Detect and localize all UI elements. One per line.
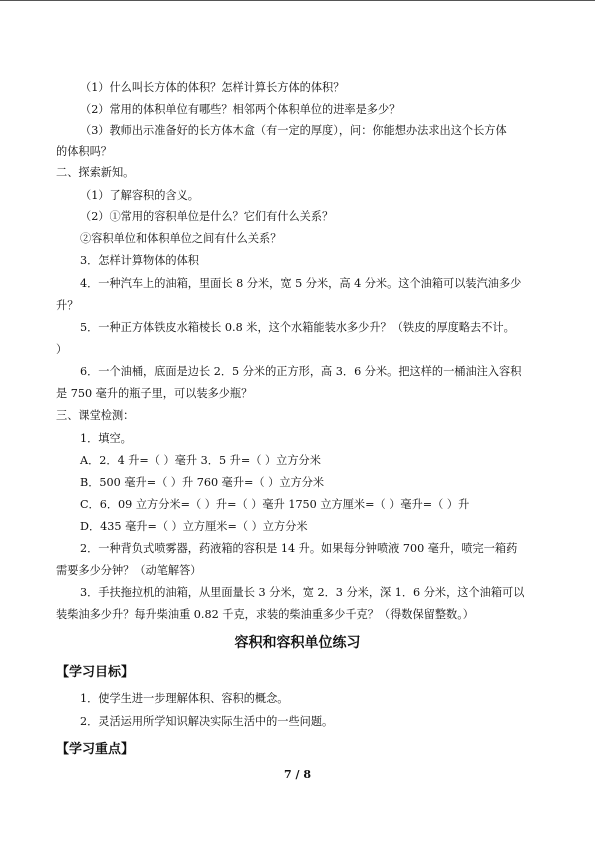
heading-learning-key-points: 【学习重点】 <box>56 742 135 757</box>
section-heading: 二、探索新知。 <box>56 166 135 179</box>
text-line: （1）了解容积的含义。 <box>80 189 199 202</box>
text-line: （2）①常用的容积单位是什么？它们有什么关系？ <box>80 210 334 223</box>
text-line: 4．一种汽车上的油箱，里面长 8 分米，宽 5 分米，高 4 分米。这个油箱可以装汽油多少 <box>80 277 522 290</box>
top-border-line <box>0 0 595 1</box>
text-line: 升？ <box>56 299 79 312</box>
text-line: 5．一种正方体铁皮水箱棱长 0.8 米，这个水箱能装水多少升？（铁皮的厚度略去不计。 <box>80 321 515 334</box>
text-line: 需要多少分钟？（动笔解答） <box>56 564 202 577</box>
text-line: （1）什么叫长方体的体积？怎样计算长方体的体积？ <box>80 81 345 94</box>
section-heading: 三、课堂检测： <box>56 409 135 422</box>
page-number: 7 / 8 <box>284 768 311 781</box>
heading-learning-goals: 【学习目标】 <box>56 665 135 680</box>
text-line: 3．怎样计算物体的体积 <box>80 254 199 267</box>
text-line: 的体积吗？ <box>56 145 112 158</box>
text-line: 1．填空。 <box>80 432 132 445</box>
text-line: （2）常用的体积单位有哪些？相邻两个体积单位的进率是多少？ <box>80 103 401 116</box>
text-line: 6．一个油桶，底面是边长 2．5 分米的正方形，高 3．6 分米。把这样的一桶油注入容积 <box>80 365 522 378</box>
text-line: 装柴油多少升？每升柴油重 0.82 千克，求装的柴油重多少千克？（得数保留整数。） <box>56 608 474 621</box>
text-line: D．435 毫升=（ ）立方厘米=（ ）立方分米 <box>80 520 308 533</box>
text-line: ②容积单位和体积单位之间有什么关系？ <box>80 232 282 245</box>
goal-item: 1．使学生进一步理解体积、容积的概念。 <box>80 692 289 705</box>
text-line: C．6．09 立方分米=（ ）升=（ ）毫升 1750 立方厘米=（ ）毫升=（ ）升 <box>80 498 470 511</box>
text-line: B．500 毫升=（ ）升 760 毫升=（ ）立方分米 <box>80 476 325 489</box>
text-line: 3．手扶拖拉机的油箱，从里面量长 3 分米，宽 2．3 分米，深 1．6 分米，这个油箱可以 <box>80 586 525 599</box>
goal-item: 2．灵活运用所学知识解决实际生活中的一些问题。 <box>80 715 334 728</box>
text-line: 是 750 毫升的瓶子里，可以装多少瓶？ <box>56 387 253 400</box>
section-title: 容积和容积单位练习 <box>234 635 361 651</box>
text-line: 2．一种背负式喷雾器，药液箱的容积是 14 升。如果每分钟喷液 700 毫升，喷完一箱药 <box>80 542 518 555</box>
text-line: （3）教师出示准备好的长方体木盒（有一定的厚度），问：你能想办法求出这个长方体 <box>80 124 507 137</box>
text-line: A．2．4 升=（ ）毫升 3．5 升=（ ）立方分米 <box>80 454 321 467</box>
text-line: ） <box>56 343 68 356</box>
